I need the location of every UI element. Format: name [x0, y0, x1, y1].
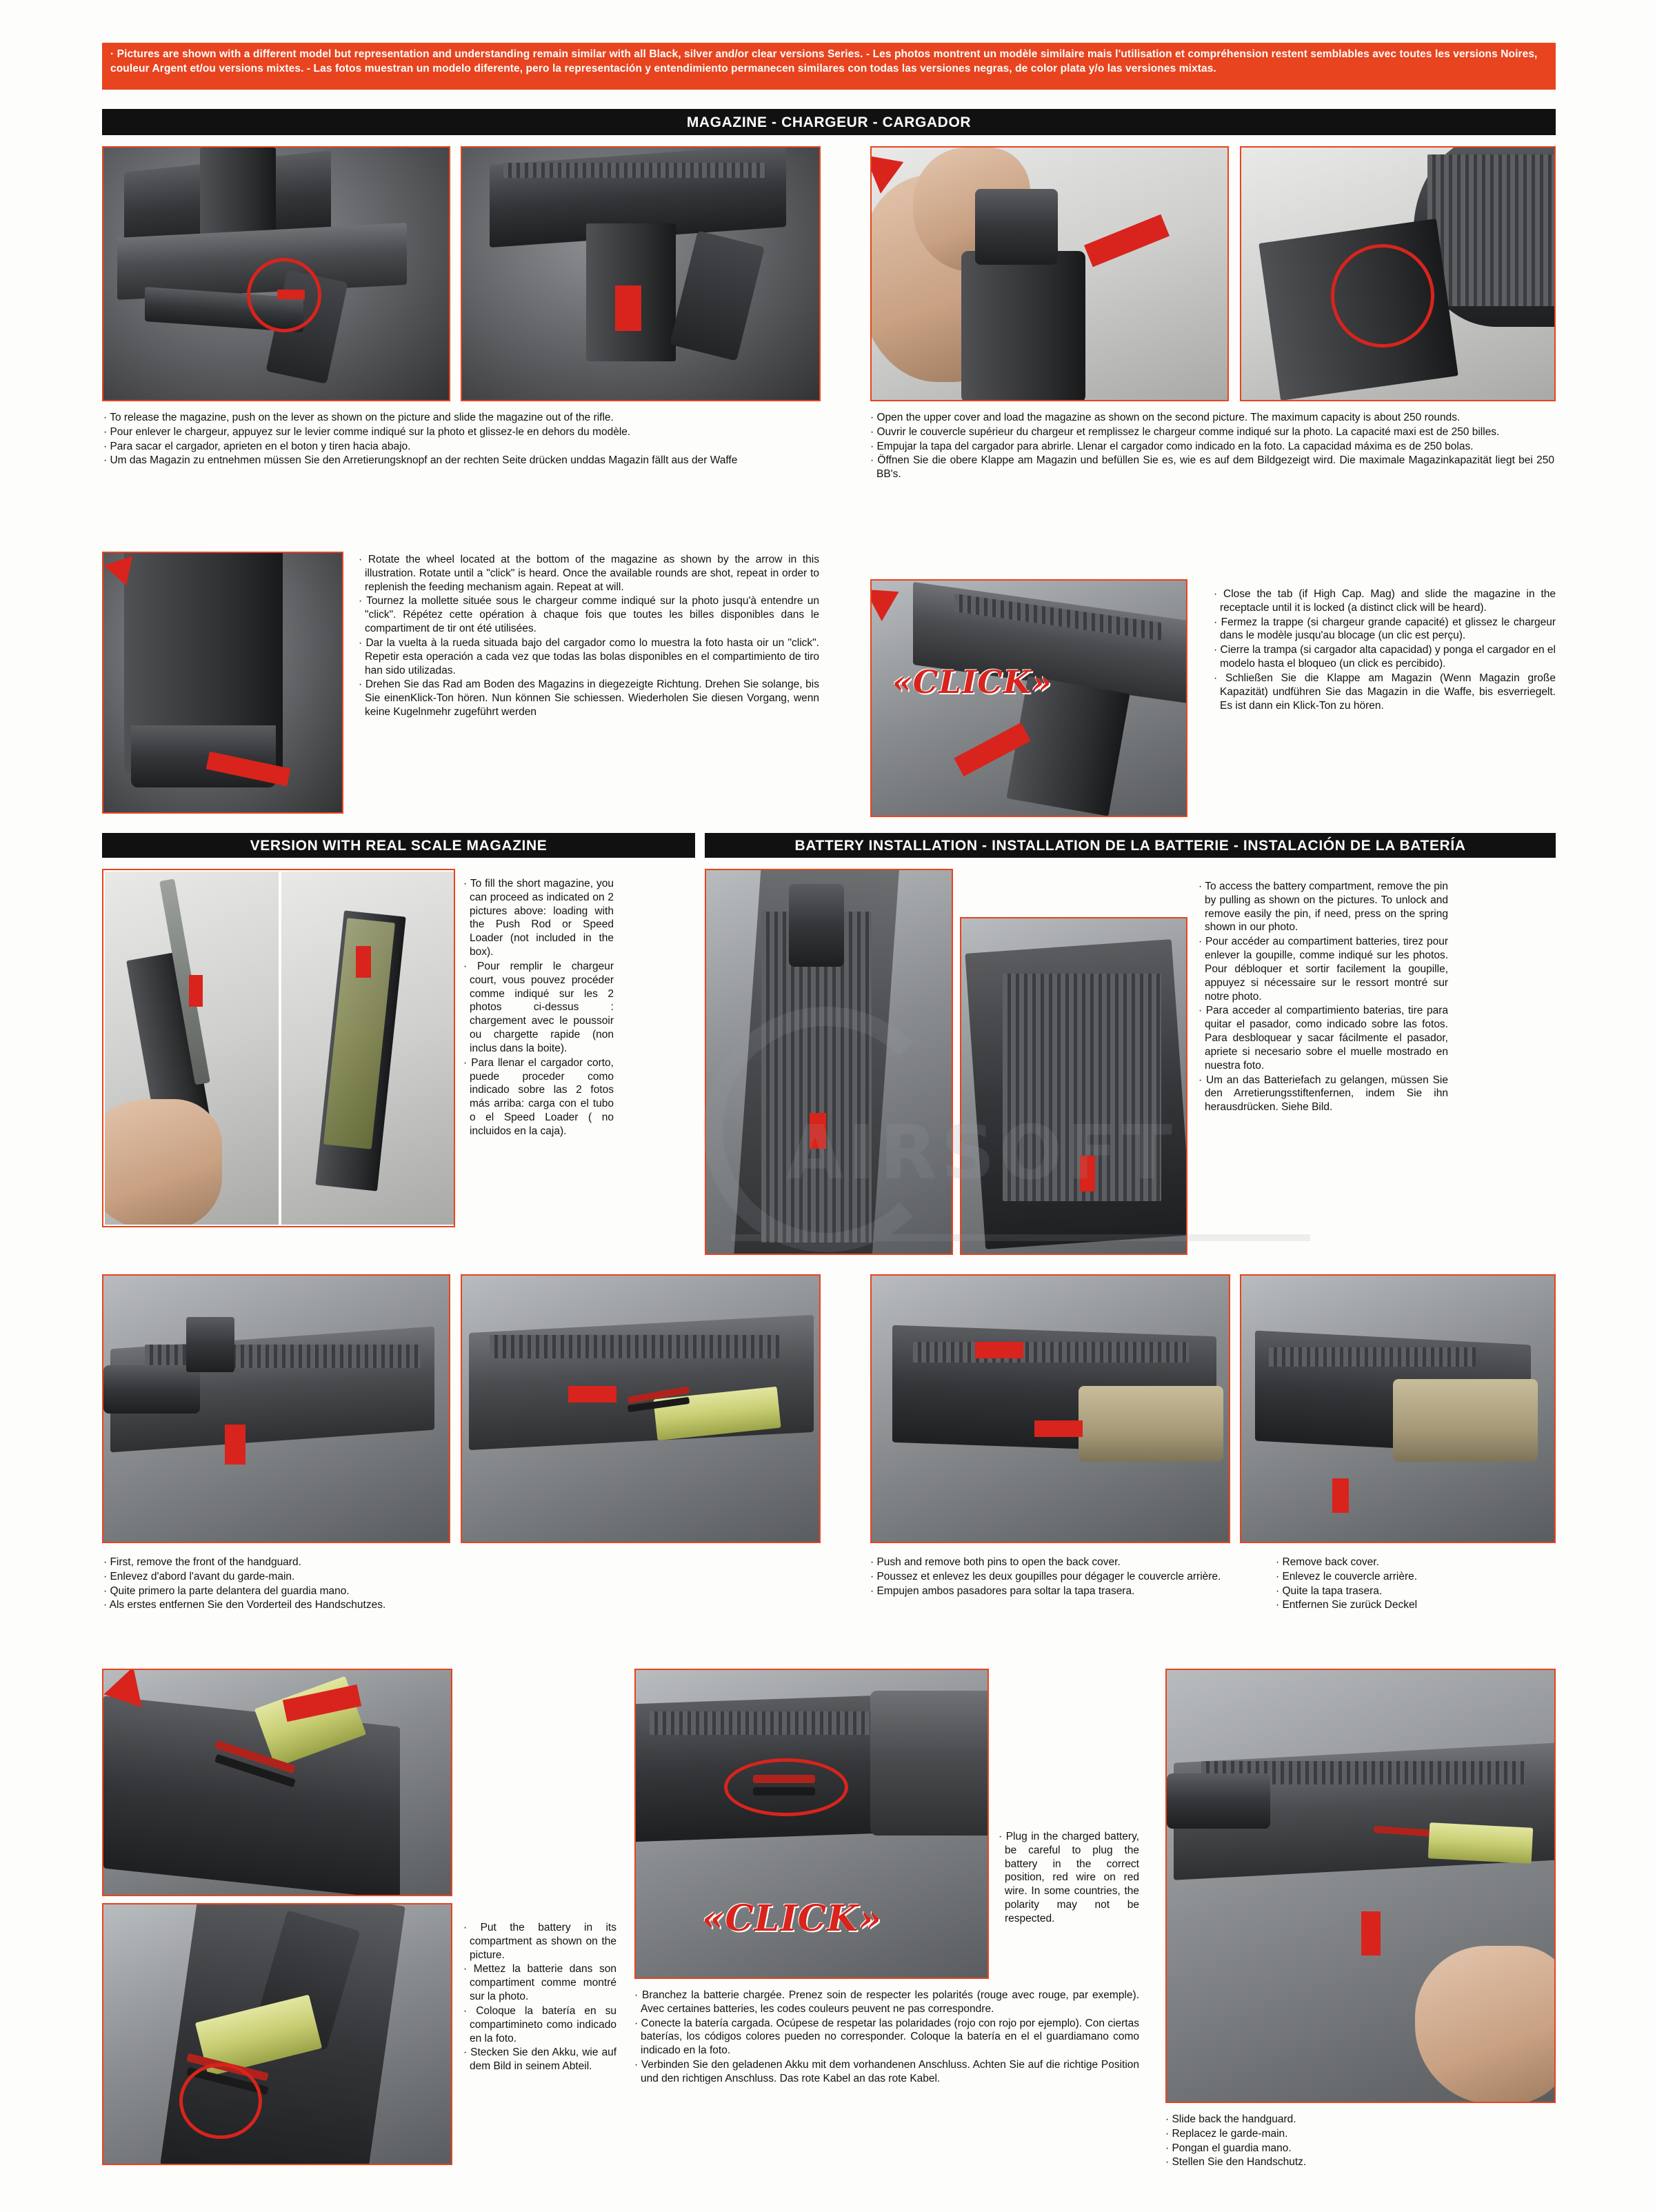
text-plug-battery-right	[999, 1830, 1139, 1927]
section-bar-battery	[705, 833, 1556, 858]
text-line: · Ouvrir le couvercle supérieur du chargeur et remplissez le chargeur comme indiqué sur la photo. La capacité maxi est de 250 billes.	[870, 425, 1500, 438]
photo-magazine-wheel	[102, 552, 343, 814]
click-callout-magazine: «CLICK»	[892, 663, 1052, 701]
text-line: · Stellen Sie den Handschutz.	[1165, 2156, 1307, 2169]
text-wheel-winding	[359, 553, 819, 720]
text-line: · Para llenar el cargador corto, puede proceder como indicado sobre las 2 fotos más arriba: carga con el tubo o el Speed Loader ( no incluidos en la caja).	[463, 1056, 614, 1137]
text-line: · To fill the short magazine, you can proceed as indicated on 2 pictures above: loading with the Push Rod or Speed Loader (not included in the box).	[463, 878, 614, 958]
text-line: · Schließen Sie die Klappe am Magazin (Wenn Magazin große Kapazität) undführen Sie das Magazin in die Waffe, bis esverriegelt. Es ist dann ein Klick-Ton zu hören.	[1214, 672, 1556, 712]
text-line: · Mettez la batterie dans son compartiment comme montré sur la photo.	[463, 1963, 616, 2003]
text-line: · Branchez la batterie chargée. Prenez soin de respecter les polarités (rouge avec rouge, par exemple). Avec certaines batteries, les codes couleurs peuvent ne pas correspondre.	[634, 1989, 1139, 2015]
photo-battery-pin-rear	[960, 917, 1187, 1255]
text-remove-back-cover	[1276, 1556, 1565, 1613]
text-line: · Coloque la batería en su compartimineto como indicado en la foto.	[463, 2004, 616, 2044]
photo-magazine-slide-out	[461, 146, 821, 401]
highlight-circle-connector	[179, 2063, 262, 2139]
highlight-circle-feed	[1331, 244, 1434, 348]
text-line: · Verbinden Sie den geladenen Akku mit dem vorhandenen Anschluss. Achten Sie auf die richtige Position und den richtigen Anschluss. Das rote Kabel an das rote Kabel.	[634, 2059, 1139, 2084]
text-line: · Conecte la batería cargada. Ocúpese de respetar las polaridades (rojo con rojo por ejemplo). Con ciertas baterías, los códigos colores pueden no corresponder. Coloque la batería en el el guardiamano como indicado en la foto.	[634, 2017, 1139, 2057]
text-line: · To release the magazine, push on the lever as shown on the picture and slide the magazine out of the rifle.	[103, 412, 614, 423]
text-line: · Öffnen Sie die obere Klappe am Magazin und befüllen Sie es, wie es auf dem Bildgezeigt wird. Die maximale Magazinkapazität liegt bei 250 BB's.	[870, 454, 1554, 481]
text-load-magazine	[870, 411, 1554, 482]
text-line: · Pour enlever le chargeur, appuyez sur le levier comme indiqué sur la photo et glissez-le en dehors du modèle.	[103, 425, 631, 438]
disclaimer-banner	[102, 43, 1556, 90]
text-line: · To access the battery compartment, remove the pin by pulling as shown on the pictures. To unlock and remove easily the pin, if need, press on the spring shown in our photo.	[1198, 881, 1448, 934]
section-bar-battery-label: BATTERY INSTALLATION - INSTALLATION DE LA BATTERIE - INSTALACIÓN DE LA BATERÍA	[794, 837, 1466, 854]
text-line: · Close the tab (if High Cap. Mag) and slide the magazine in the receptacle until it is locked (a distinct click will be heard).	[1214, 588, 1556, 614]
photo-battery-compartment-bottom	[102, 1903, 452, 2165]
text-slide-handguard	[1165, 2113, 1552, 2170]
text-plug-battery-wide	[634, 1989, 1139, 2087]
photo-remove-handguard-2	[461, 1274, 821, 1543]
text-line: · Stecken Sie den Akku, wie auf dem Bild in seinem Abteil.	[463, 2047, 616, 2073]
text-line: · Um an das Batteriefach zu gelangen, müssen Sie den Arretierungsstiftenfernen, indem Sie ihn herausdrücken. Siehe Bild.	[1198, 1074, 1448, 1114]
photo-push-rod-loading	[105, 872, 279, 1225]
click-callout-connector: «CLICK»	[702, 1898, 882, 1940]
text-line: · Put the battery in its compartment as shown on the picture.	[463, 1922, 616, 1961]
text-line: · Quite primero la parte delantera del guardia mano.	[103, 1585, 350, 1597]
photo-remove-pins	[870, 1274, 1230, 1543]
text-line: · Cierre la trampa (si cargador alta capacidad) y ponga el cargador en el modelo hasta el bloqueo (un click es percibido).	[1214, 644, 1556, 670]
photo-magazine-feed-detail	[1240, 146, 1556, 401]
text-line: · Entfernen Sie zurück Deckel	[1276, 1599, 1418, 1611]
text-line: · Tournez la mollette située sous le chargeur comme indiqué sur la photo jusqu'à entendre un "click". Répétez cette opération à chaque fois que toutes les billes disponibles dans le compartiment de tir ont été utilisées.	[359, 595, 819, 635]
text-put-battery	[463, 1921, 616, 2074]
text-line: · Rotate the wheel located at the bottom of the magazine as shown by the arrow in this illustration. Rotate until a "click" is heard. Once the available rounds are shot, repeat in order to replenish the feeding mechanism again. Repeat at will.	[359, 554, 819, 593]
text-insert-magazine	[1214, 587, 1556, 713]
text-real-scale-magazine	[463, 877, 614, 1139]
section-bar-real-scale-label: VERSION WITH REAL SCALE MAGAZINE	[250, 837, 548, 854]
disclaimer-text: · Pictures are shown with a different model but representation and understanding remain similar with all Black, silver and/or clear versions Series. - Les photos montrent un modèle similaire mais l'utilisation et compréhension restent semblables avec toutes les versions Noires, couleur Argent et/ou versions mixtes. - Las fotos muestran un modelo diferente, pero la representación y entendimiento permanecen similares con todas las versiones negras, de color plata y/o las versiones mixtas.	[110, 48, 1538, 74]
text-line: · Fermez la trappe (si chargeur grande capacité) et glissez le chargeur dans le modèle jusqu'au blocage (un clic est perçu).	[1214, 616, 1556, 642]
text-line: · First, remove the front of the handguard.	[103, 1556, 301, 1568]
text-line: · Push and remove both pins to open the back cover.	[870, 1556, 1121, 1568]
photo-remove-back-cover	[1240, 1274, 1556, 1543]
photo-battery-compartment-top	[102, 1669, 452, 1896]
photo-magazine-release	[102, 146, 450, 401]
text-remove-pins	[870, 1556, 1256, 1598]
text-line: · Replacez le garde-main.	[1165, 2127, 1288, 2140]
text-line: · Poussez et enlevez les deux goupilles pour dégager le couvercle arrière.	[870, 1570, 1221, 1582]
text-line: · Open the upper cover and load the magazine as shown on the second picture. The maximum capacity is about 250 rounds.	[870, 412, 1461, 423]
text-battery-access	[1198, 880, 1448, 1115]
photo-speed-loader-loading	[281, 872, 454, 1225]
text-line: · Um das Magazin zu entnehmen müssen Sie den Arretierungsknopf an der rechten Seite drücken unddas Magazin fällt aus der Waffe	[103, 454, 738, 467]
text-line: · Pour remplir le chargeur court, vous pouvez procéder comme indiqué sur les 2 photos ci-dessus : chargement avec le poussoir ou chargette rapide (non inclus dans la boite).	[463, 960, 614, 1054]
photo-battery-pin-front	[705, 869, 953, 1255]
section-bar-real-scale	[102, 833, 695, 858]
text-line: · Para acceder al compartimiento baterias, tire para quitar el pasador, como indicado sobre las fotos. Para desbloquear y sacar fácilmente el pasador, apriete si necesario sobre el muelle mostrado en nuestra foto.	[1198, 1005, 1448, 1072]
text-line: · Plug in the charged battery, be careful to plug the battery in the correct position, red wire on red wire. In some countries, the polarity may not be respected.	[999, 1831, 1139, 1924]
text-line: · Als erstes entfernen Sie den Vorderteil des Handschutzes.	[103, 1599, 386, 1611]
text-line: · Slide back the handguard.	[1165, 2113, 1296, 2125]
text-line: · Drehen Sie das Rad am Boden des Magazins in diegezeigte Richtung. Drehen Sie solange, bis Sie einenKlick-Ton hören. Nun können Sie schiessen. Wiederholen Sie diesen Vorgang, wenn keine Kugelnmehr zugeführt werden	[359, 678, 819, 718]
photo-remove-handguard-1	[102, 1274, 450, 1543]
text-release-magazine	[103, 411, 821, 468]
text-line: · Empujar la tapa del cargador para abrirle. Llenar el cargador como indicado en la foto. La capacidad máxima es de 250 bolas.	[870, 440, 1474, 452]
photo-magazine-open-cover	[870, 146, 1229, 401]
photo-magazine-insert-click	[870, 579, 1187, 817]
text-line: · Pour accéder au compartiment batteries, tirez pour enlever la goupille, comme indiqué sur les photos. Pour débloquer et sortir facilement la goupille, appuyez si nécessaire sur le ressort montré sur notre photo.	[1198, 936, 1448, 1003]
photo-slide-back-handguard	[1165, 1669, 1556, 2103]
text-line: · Para sacar el cargador, aprieten en el boton y tiren hacia abajo.	[103, 440, 411, 452]
text-line: · Dar la vuelta à la rueda situada bajo del cargador como lo muestra la foto hasta oir un "click". Repetir esta operación a cada vez que todas las bolas disponibles en el compartimiento de tiro han sido utilizadas.	[359, 636, 819, 676]
text-line: · Enlevez le couvercle arrière.	[1276, 1570, 1418, 1582]
text-line: · Remove back cover.	[1276, 1556, 1379, 1568]
text-remove-handguard	[103, 1556, 490, 1613]
photo-battery-connector-click	[634, 1669, 989, 1979]
text-line: · Pongan el guardia mano.	[1165, 2142, 1292, 2154]
section-bar-magazine	[102, 109, 1556, 135]
text-line: · Enlevez d'abord l'avant du garde-main.	[103, 1570, 295, 1582]
text-line: · Quite la tapa trasera.	[1276, 1585, 1383, 1597]
text-line: · Empujen ambos pasadores para soltar la tapa trasera.	[870, 1585, 1135, 1597]
section-bar-magazine-label: MAGAZINE - CHARGEUR - CARGADOR	[686, 114, 972, 130]
highlight-oval-connector	[724, 1758, 848, 1816]
